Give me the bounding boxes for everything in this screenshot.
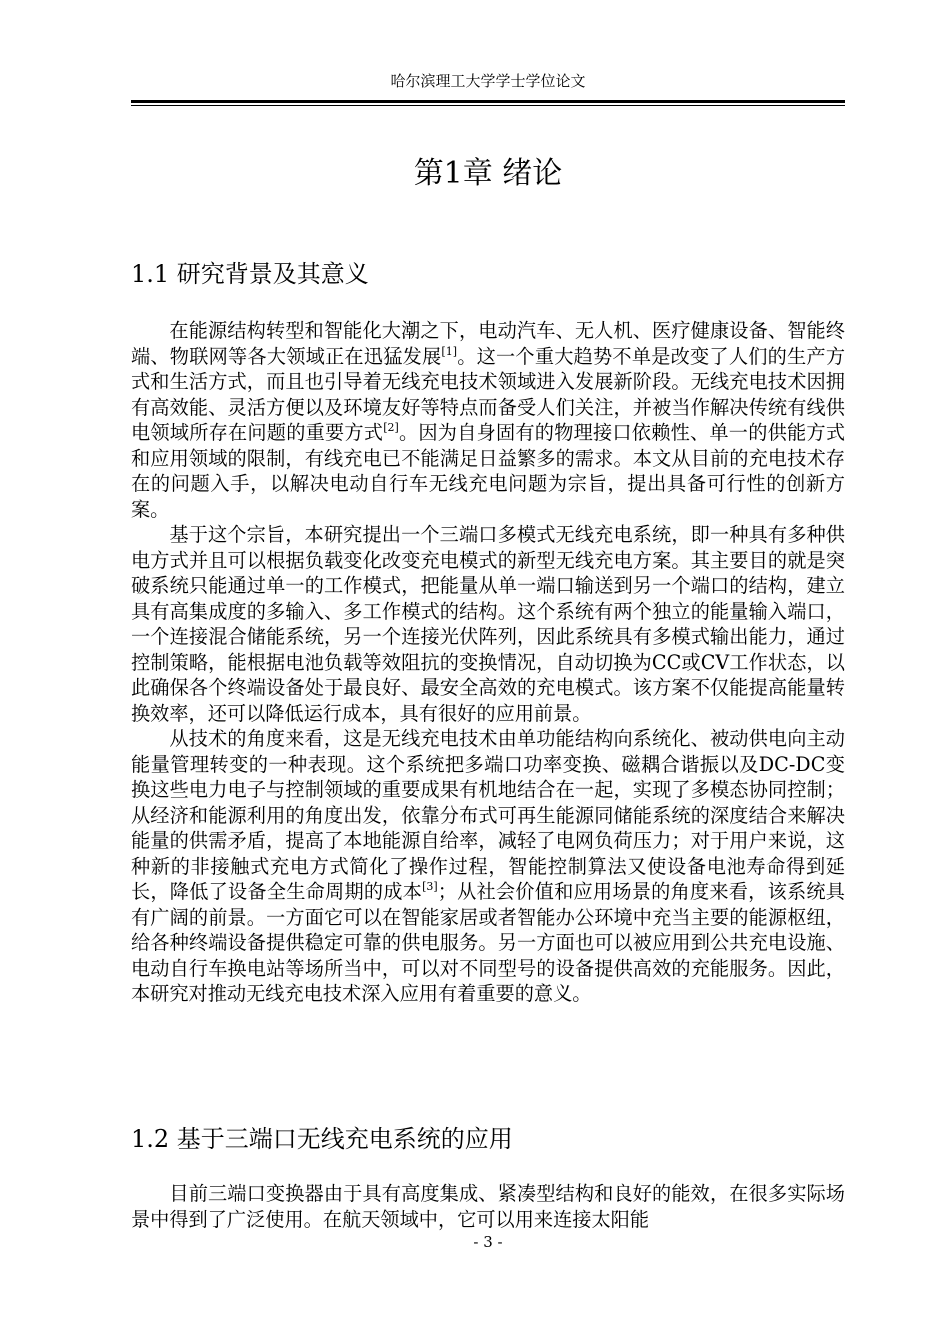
chapter-title: 第1章 绪论 [413, 156, 563, 191]
paragraph-1-text-a: 在能源结构转型和智能化大潮之下，电动汽车、无人机、医疗健康设备、智能终端、物联网等各大领域正在迅猛发展 [131, 319, 845, 368]
running-header: 哈尔滨理工大学学士学位论文 [390, 72, 586, 90]
paragraph-3 [131, 726, 845, 1007]
citation-2: [2] [383, 421, 399, 434]
page-number: - 3 - [473, 1233, 503, 1251]
citation-1: [1] [441, 344, 457, 358]
header-rule-thin [131, 105, 845, 106]
paragraph-4: 目前三端口变换器由于具有高度集成、紧凑型结构和良好的能效，在很多实际场景中得到了广泛使用。在航天领域中，它可以用来连接太阳能 [131, 1182, 845, 1231]
section-heading-1-1: 1.1 研究背景及其意义 [131, 260, 369, 288]
citation-3: [3] [422, 880, 438, 893]
paragraph-2: 基于这个宗旨，本研究提出一个三端口多模式无线充电系统，即一种具有多种供电方式并且可以根据负载变化改变充电模式的新型无线充电方案。其主要目的就是突破系统只能通过单一的工作模式，把能量从单一端口输送到另一个端口的结构，建立具有高集成度的多输入、多工作模式的结构。这个系统有两个独立的能量输入端口，一个连接混合储能系统，另一个连接光伏阵列，因此系统具有多模式输出能力，通过控制策略，能根据电池负载等效阻抗的变换情况，自动切换为CC或CV工作状态，以此确保各个终端设备处于最良好、最安全高效的充电模式。该方案不仅能提高能量转换效率，还可以降低运行成本，具有很好的应用前景。 [131, 523, 845, 725]
section-1-2-body [131, 1181, 845, 1232]
section-heading-1-2: 1.2 基于三端口无线充电系统的应用 [131, 1125, 513, 1153]
paragraph-3-text-b: ；从社会价值和应用场景的角度来看，该系统具有广阔的前景。一方面它可以在智能家居或者智能办公环境中充当主要的能源枢纽，给各种终端设备提供稳定可靠的供电服务。另一方面也可以被应用到公共充电设施、电动自行车换电站等场所当中，可以对不同型号的设备提供高效的充能服务。因此，本研究对推动无线充电技术深入应用有着重要的意义。 [131, 880, 845, 1005]
paragraph-1-text-b: 。这一个重大趋势不单是改变了人们的生产方式和生活方式，而且也引导着无线充电技术领域进入发展新阶段。无线充电技术因拥有高效能、灵活方便以及环境友好等特点而备受人们关注，并被当作解决传统有线供电领域所存在问题的重要方式 [131, 344, 846, 444]
section-1-1-body [131, 318, 845, 1007]
paragraph-1 [131, 318, 845, 522]
header-rule-thick [131, 100, 845, 103]
paragraph-1-text-c: 。因为自身固有的物理接口依赖性、单一的供能方式和应用领域的限制，有线充电已不能满足日益繁多的需求。本文从目前的充电技术存在的问题入手，以解决电动自行车无线充电问题为宗旨，提出具备可行性的创新方案。 [131, 421, 845, 521]
paragraph-3-text-a: 从技术的角度来看，这是无线充电技术由单功能结构向系统化、被动供电向主动能量管理转变的一种表现。这个系统把多端口功率变换、磁耦合谐振以及DC-DC变换这些电力电子与控制领域的重要成果有机地结合在一起，实现了多模态协同控制；从经济和能源利用的角度出发，依靠分布式可再生能源同储能系统的深度结合来解决能量的供需矛盾，提高了本地能源自给率，减轻了电网负荷压力；对于用户来说，这种新的非接触式充电方式简化了操作过程，智能控制算法又使设备电池寿命得到延长，降低了设备全生命周期的成本 [131, 727, 845, 903]
